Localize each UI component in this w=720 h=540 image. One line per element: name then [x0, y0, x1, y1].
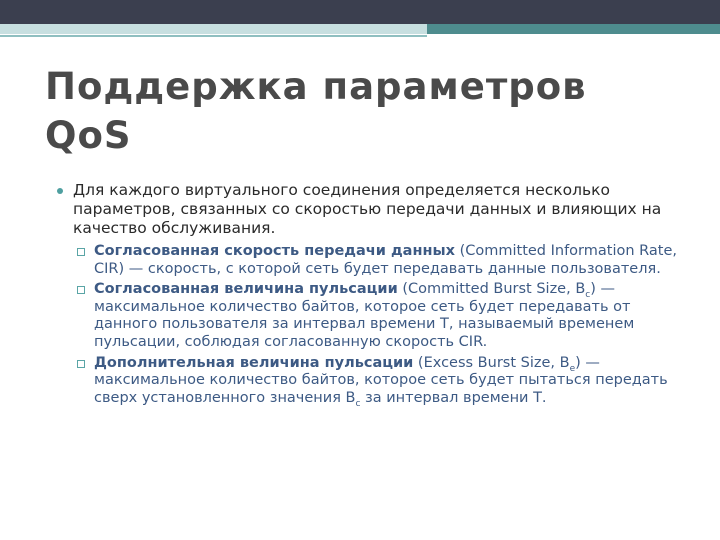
subscript-c: c	[585, 290, 591, 301]
slide-title: Поддержка параметров QoS	[45, 65, 587, 157]
definition-bc-part2: ) — максимальное количество байтов, которое сеть будет передавать от данного пользователя за интервал времени Т, называемый временем пульсации, соблюдая согласованную скорость CIR.	[94, 281, 635, 350]
header-light-stripe	[0, 24, 427, 34]
sub-bullet-list	[57, 243, 677, 407]
round-bullet-icon	[57, 188, 63, 194]
subscript-c: c	[355, 398, 361, 409]
term-cir: Согласованная скорость передачи данных	[94, 243, 455, 259]
main-bullet-text: Для каждого виртуального соединения определяется несколько параметров, связанных со скоростью передачи данных и влияющих на качество обслуживания.	[73, 181, 662, 237]
definition-be-part2: ) — максимальное количество байтов, которое сеть будет пытаться передать сверх установленного значения B	[94, 354, 668, 406]
sub-item-be	[77, 355, 677, 408]
square-bullet-icon	[77, 360, 85, 368]
sub-item-cir	[77, 243, 677, 278]
slide-content	[57, 181, 677, 410]
header-thin-line	[0, 35, 427, 37]
term-be: Дополнительная величина пульсации	[94, 354, 414, 371]
header-dark-bar	[0, 0, 720, 24]
definition-be-part1: (Excess Burst Size, B	[413, 354, 570, 371]
definition-bc-part1: (Committed Burst Size, B	[397, 281, 586, 298]
square-bullet-icon	[77, 248, 85, 256]
definition-be-part3: за интервал времени Т.	[360, 389, 547, 406]
square-bullet-icon	[77, 286, 85, 294]
definition-cir: (Committed Information Rate, CIR) — скорость, с которой сеть будет передавать данные пользователя.	[94, 243, 678, 277]
sub-item-bc	[77, 281, 677, 351]
subscript-e: e	[569, 363, 576, 374]
main-bullet-item	[57, 181, 677, 238]
header-teal-stripe	[427, 24, 720, 34]
term-bc: Согласованная величина пульсации	[94, 281, 398, 298]
